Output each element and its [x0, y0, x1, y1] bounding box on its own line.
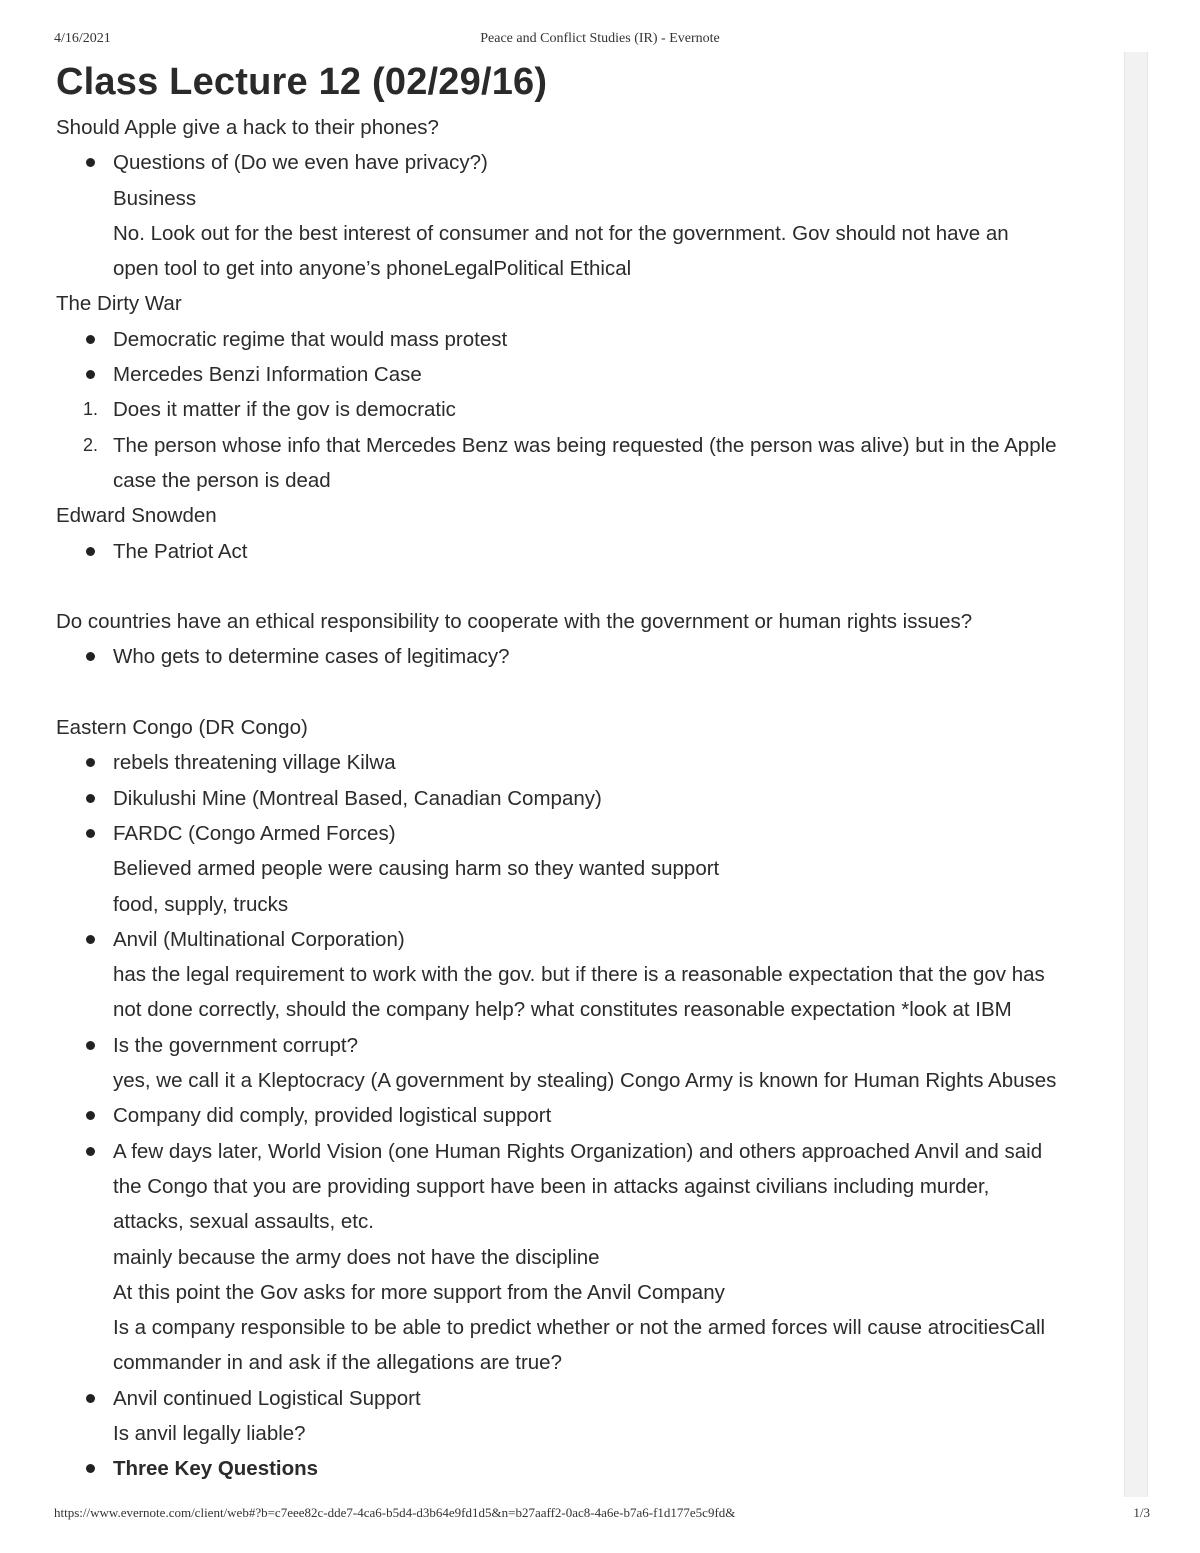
continuation-text: Business [113, 186, 197, 210]
congo-heading: Eastern Congo (DR Congo) [56, 716, 308, 740]
list-item [56, 1134, 1120, 1169]
bullet-dot [86, 1464, 95, 1473]
bullet-dot [86, 758, 95, 767]
list-item [56, 1028, 1120, 1063]
print-title: Peace and Conflict Studies (IR) - Evernote [480, 31, 720, 46]
continuation-text: mainly because the army does not have the discipline [113, 1245, 600, 1269]
print-date: 4/16/2021 [54, 31, 111, 46]
bullet-dot [86, 547, 95, 556]
bullet-dot [86, 652, 95, 661]
apple-list [56, 145, 1120, 180]
list-item-text: rebels threatening village Kilwa [113, 751, 396, 775]
bullet-dot [86, 335, 95, 344]
congo-list [56, 745, 1120, 851]
congo-list-continued [56, 1028, 1120, 1063]
list-item-text: Dikulushi Mine (Montreal Based, Canadian Company) [113, 786, 602, 810]
countries-list [56, 639, 1120, 674]
list-item-text: Anvil continued Logistical Support [113, 1386, 421, 1410]
item-number: 1. [82, 399, 98, 420]
note-body [56, 60, 1120, 1487]
bullet-dot [86, 1041, 95, 1050]
list-item-text: Company did comply, provided logistical support [113, 1104, 552, 1128]
note-title: Class Lecture 12 (02/29/16) [56, 61, 548, 103]
continuation-text: Is a company responsible to be able to predict whether or not the armed forces will cause atrocitiesCall [113, 1316, 1046, 1340]
list-item [56, 816, 1120, 851]
congo-list-continued [56, 1381, 1120, 1416]
congo-list-continued [56, 922, 1120, 957]
scrollbar[interactable] [1124, 52, 1148, 1497]
list-item-text: Democratic regime that would mass protest [113, 327, 508, 351]
dirty-war-heading: The Dirty War [56, 292, 182, 316]
continuation-text: At this point the Gov asks for more support from the Anvil Company [113, 1280, 725, 1304]
print-url: https://www.evernote.com/client/web#?b=c7eee82c-dde7-4ca6-b5d4-d3b64e9fd1d5&n=b27aaff2-0ac8-4a6e-b7a6-f1d177e5c9fd& [54, 1505, 736, 1520]
continuation-text: not done correctly, should the company help? what constitutes reasonable expectation *look at IBM [113, 998, 1012, 1022]
list-item-text: A few days later, World Vision (one Human Rights Organization) and others approached Anvil and said [113, 1139, 1043, 1163]
list-item [56, 357, 1120, 392]
list-item [56, 1098, 1120, 1133]
bullet-dot [86, 794, 95, 803]
continuation-text: commander in and ask if the allegations are true? [113, 1351, 562, 1375]
three-key-questions: Three Key Questions [113, 1457, 319, 1481]
continuation-text: attacks, sexual assaults, etc. [113, 1210, 374, 1234]
list-item [56, 145, 1120, 180]
bullet-dot [86, 370, 95, 379]
countries-heading: Do countries have an ethical responsibility to cooperate with the government or human rights issues? [56, 610, 973, 634]
list-item-text: Anvil (Multinational Corporation) [113, 927, 405, 951]
continuation-text: has the legal requirement to work with the gov. but if there is a reasonable expectation that the gov has [113, 963, 1045, 987]
list-item [56, 639, 1120, 674]
bullet-dot [86, 829, 95, 838]
blank-line [56, 569, 1120, 604]
apple-heading: Should Apple give a hack to their phones? [56, 116, 439, 139]
list-item [56, 322, 1120, 357]
list-item [56, 922, 1120, 957]
list-item [56, 1451, 1120, 1486]
print-header [0, 29, 1200, 49]
continuation-text: case the person is dead [113, 468, 331, 492]
continuation-text: the Congo that you are providing support have been in attacks against civilians including murder, [113, 1174, 990, 1198]
congo-list-continued [56, 1451, 1120, 1486]
continuation-text: food, supply, trucks [113, 892, 289, 916]
snowden-heading: Edward Snowden [56, 504, 217, 528]
bullet-dot [86, 1111, 95, 1120]
page-number: 1/3 [1133, 1505, 1150, 1520]
item-number: 2. [82, 434, 98, 455]
list-item-text: Questions of (Do we even have privacy?) [113, 151, 488, 175]
snowden-list [56, 534, 1120, 569]
list-item [56, 534, 1120, 569]
continuation-text: open tool to get into anyone’s phoneLegalPolitical Ethical [113, 257, 632, 281]
bullet-dot [86, 1394, 95, 1403]
bullet-dot [86, 158, 95, 167]
bullet-dot [86, 935, 95, 944]
list-item [56, 781, 1120, 816]
numbered-item [56, 392, 1120, 427]
numbered-item [56, 428, 1120, 463]
list-item [56, 745, 1120, 780]
dirty-war-list [56, 322, 1120, 393]
continuation-text: Believed armed people were causing harm so they wanted support [113, 857, 720, 881]
list-item-text: The Patriot Act [113, 539, 248, 563]
continuation-text: No. Look out for the best interest of consumer and not for the government. Gov should not have an [113, 221, 1009, 245]
list-item-text: Is the government corrupt? [113, 1033, 358, 1057]
list-item-text: Who gets to determine cases of legitimacy? [113, 645, 510, 669]
list-item-text: Does it matter if the gov is democratic [113, 398, 456, 422]
list-item [56, 1381, 1120, 1416]
dirty-war-numbered-list [56, 392, 1120, 463]
bullet-dot [86, 1147, 95, 1156]
print-footer [0, 1503, 1200, 1523]
congo-list-continued [56, 1098, 1120, 1169]
list-item-text: The person whose info that Mercedes Benz was being requested (the person was alive) but in the Apple [113, 433, 1057, 457]
blank-line [56, 675, 1120, 710]
continuation-text: Is anvil legally liable? [113, 1421, 306, 1445]
list-item-text: FARDC (Congo Armed Forces) [113, 821, 396, 845]
list-item-text: Mercedes Benzi Information Case [113, 363, 422, 387]
continuation-text: yes, we call it a Kleptocracy (A government by stealing) Congo Army is known for Human Rights Abuses [113, 1069, 1057, 1093]
